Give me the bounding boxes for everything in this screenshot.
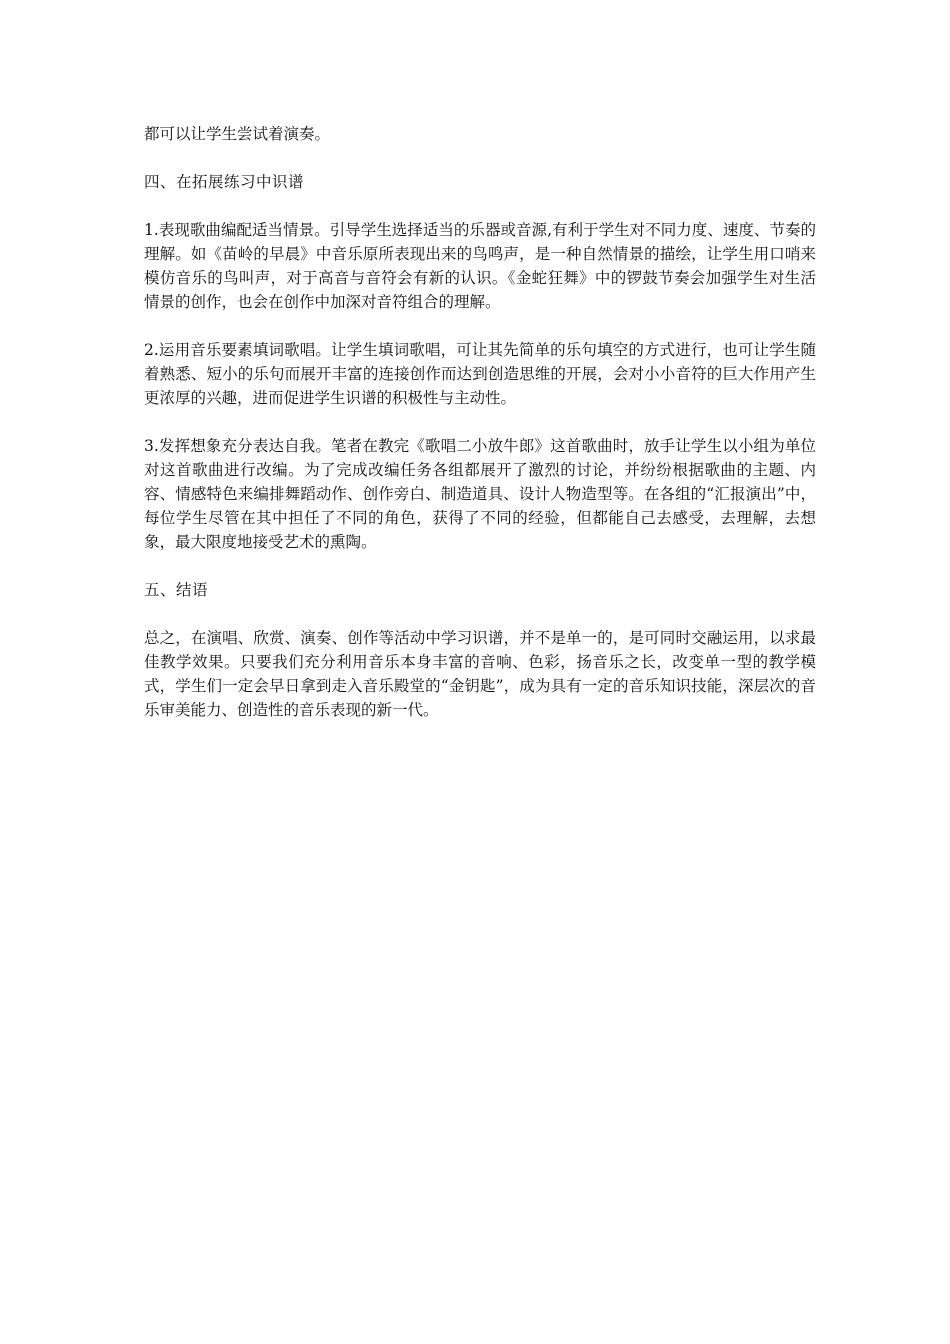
paragraph-continuation: 都可以让学生尝试着演奏。 <box>144 125 331 143</box>
paragraph-conclusion: 总之，在演唱、欣赏、演奏、创作等活动中学习识谱，并不是单一的，是可同时交融运用，以求最佳教学效果。只要我们充分利用音乐本身丰富的音响、色彩，扬音乐之长，改变单一型的教学模式，学生们一定会早日拿到走入音乐殿堂的“金钥匙”，成为具有一定的音乐知识技能，深层次的音乐审美能力、创造性的音乐表现的新一代。 <box>144 629 816 719</box>
paragraph-item-2: 2.运用音乐要素填词歌唱。让学生填词歌唱，可让其先简单的乐句填空的方式进行，也可让学生随着熟悉、短小的乐句而展开丰富的连接创作而达到创造思维的开展，会对小小音符的巨大作用产生更浓厚的兴趣，进而促进学生识谱的积极性与主动性。 <box>144 341 816 407</box>
paragraph-item-1: 1.表现歌曲编配适当情景。引导学生选择适当的乐器或音源,有利于学生对不同力度、速度、节奏的理解。如《苗岭的早晨》中音乐原所表现出来的鸟鸣声，是一种自然情景的描绘，让学生用口哨来模仿音乐的鸟叫声，对于高音与音符会有新的认识。《金蛇狂舞》中的锣鼓节奏会加强学生对生活情景的创作，也会在创作中加深对音符组合的理解。 <box>144 221 816 311</box>
paragraph-item-3: 3.发挥想象充分表达自我。笔者在教完《歌唱二小放牛郎》这首歌曲时，放手让学生以小组为单位对这首歌曲进行改编。为了完成改编任务各组都展开了激烈的讨论，并纷纷根据歌曲的主题、内容、情感特色来编排舞蹈动作、创作旁白、制造道具、设计人物造型等。在各组的“汇报演出”中，每位学生尽管在其中担任了不同的角色，获得了不同的经验，但都能自己去感受，去理解，去想象，最大限度地接受艺术的熏陶。 <box>144 437 816 551</box>
section-heading-4: 四、在拓展练习中识谱 <box>144 173 305 191</box>
section-heading-5: 五、结语 <box>144 581 209 599</box>
document-body <box>144 122 816 746</box>
